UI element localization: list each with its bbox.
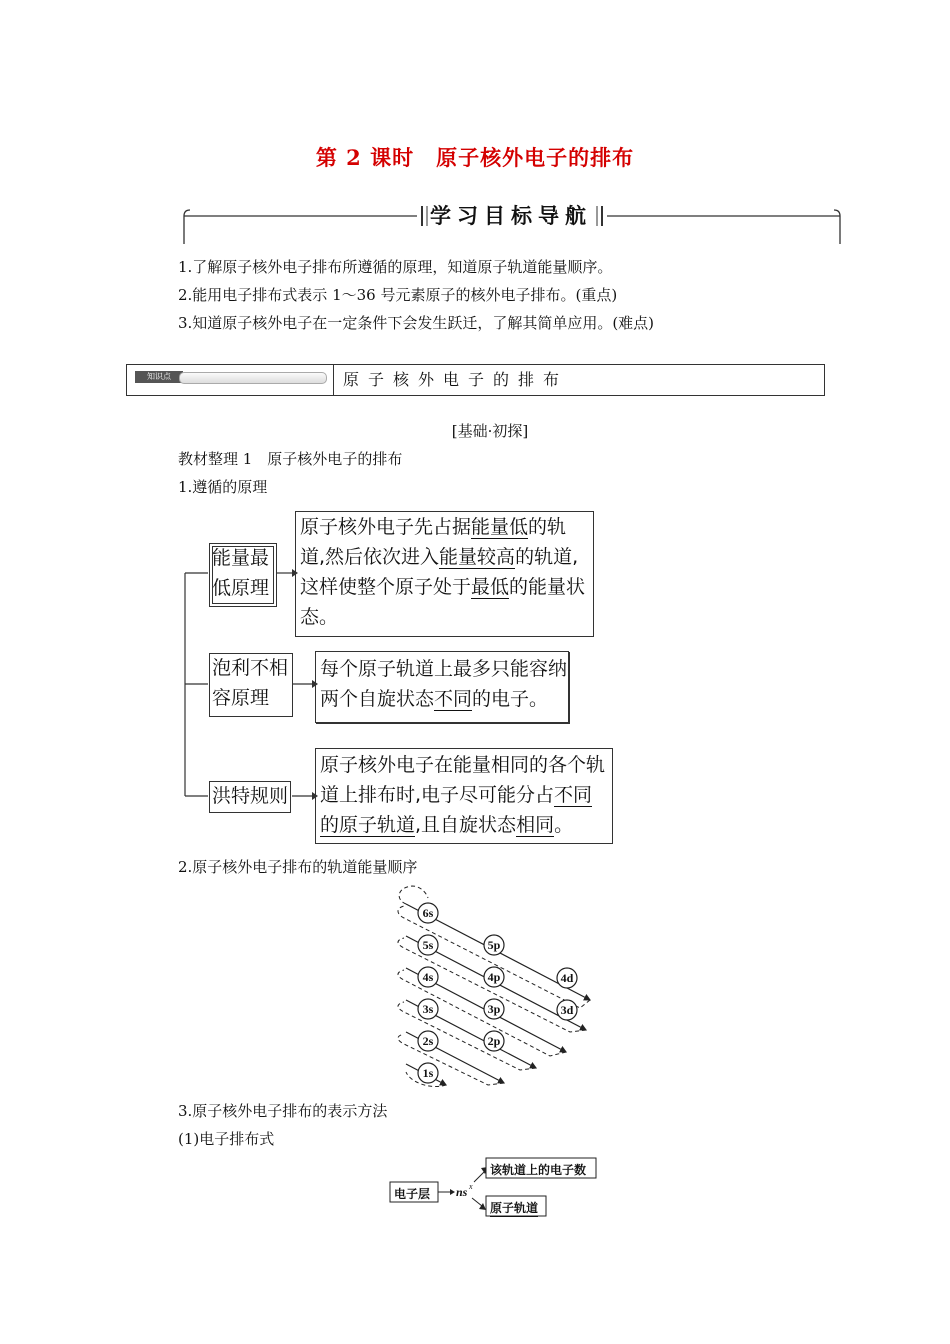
orbital-1s: 1s	[422, 1066, 434, 1080]
subsection-3-1-title: (1)电子排布式	[178, 1130, 275, 1148]
formula-orbital-label: 原子轨道	[490, 1201, 539, 1215]
principle-1-name-l2: 低原理	[212, 577, 270, 599]
orbital-3p: 3p	[487, 1002, 501, 1016]
nav-title: 学习目标导航	[430, 203, 592, 228]
orbital-5s: 5s	[422, 938, 434, 952]
orbital-order-diagram	[390, 882, 600, 1092]
page-title: 第 2 课时 原子核外电子的排布	[315, 145, 635, 170]
principle-2-name-box	[209, 653, 293, 717]
principle-2-desc-box: 每个原子轨道上最多只能容纳 两个自旋状态不同的电子。	[315, 651, 569, 723]
formula-superscript: x	[469, 1182, 473, 1191]
knowledge-point-bar	[179, 372, 327, 384]
principle-3-name-box	[209, 781, 291, 813]
formula-notation: ns	[456, 1185, 468, 1199]
knowledge-point-title: 原子核外电子的排布	[343, 370, 569, 389]
formula-electron-label: 该轨道上的电子数	[490, 1163, 587, 1177]
section-title: 教材整理 1 原子核外电子的排布	[178, 450, 403, 468]
goal-2: 2.能用电子排布式表示 1～36 号元素原子的核外电子排布。(重点)	[178, 286, 618, 304]
orbital-4s: 4s	[422, 970, 434, 984]
principle-3-name-l1: 洪特规则	[212, 785, 289, 807]
subsection-3-title: 3.原子核外电子排布的表示方法	[178, 1102, 388, 1120]
orbital-6s: 6s	[422, 906, 434, 920]
goal-1: 1.了解原子核外电子排布所遵循的原理，知道原子轨道能量顺序。	[178, 258, 613, 276]
principle-1-name-box	[209, 543, 277, 607]
orbital-5p: 5p	[487, 938, 501, 952]
subsection-1-title: 1.遵循的原理	[178, 478, 268, 496]
orbital-4d: 4d	[560, 971, 574, 985]
principle-1-desc-box: 原子核外电子先占据能量低的轨 道,然后依次进入能量较高的轨道, 这样使整个原子处于最低的能量状 态。	[295, 511, 594, 637]
knowledge-point-tag: 知识点	[135, 371, 183, 383]
knowledge-point-box	[126, 364, 825, 396]
section-tag: [基础·初探]	[451, 422, 529, 440]
principle-3-desc-box: 原子核外电子在能量相同的各个轨 道上排布时,电子尽可能分占不同 的原子轨道,且自旋状态相同。	[315, 748, 613, 844]
knowledge-point-banner	[127, 365, 334, 395]
orbital-4p: 4p	[487, 970, 501, 984]
principle-2-name-l2: 容原理	[212, 687, 270, 709]
orbital-2p: 2p	[487, 1034, 501, 1048]
goal-3: 3.知道原子核外电子在一定条件下会发生跃迁，了解其简单应用。(难点)	[178, 314, 655, 332]
orbital-3s: 3s	[422, 1002, 434, 1016]
subsection-2-title: 2.原子核外电子排布的轨道能量顺序	[178, 858, 418, 876]
principle-2-name-l1: 泡利不相	[212, 657, 289, 679]
formula-shell-label: 电子层	[394, 1187, 431, 1201]
orbital-2s: 2s	[422, 1034, 434, 1048]
orbital-3d: 3d	[560, 1003, 574, 1017]
principle-1-name-l1: 能量最	[212, 547, 270, 569]
